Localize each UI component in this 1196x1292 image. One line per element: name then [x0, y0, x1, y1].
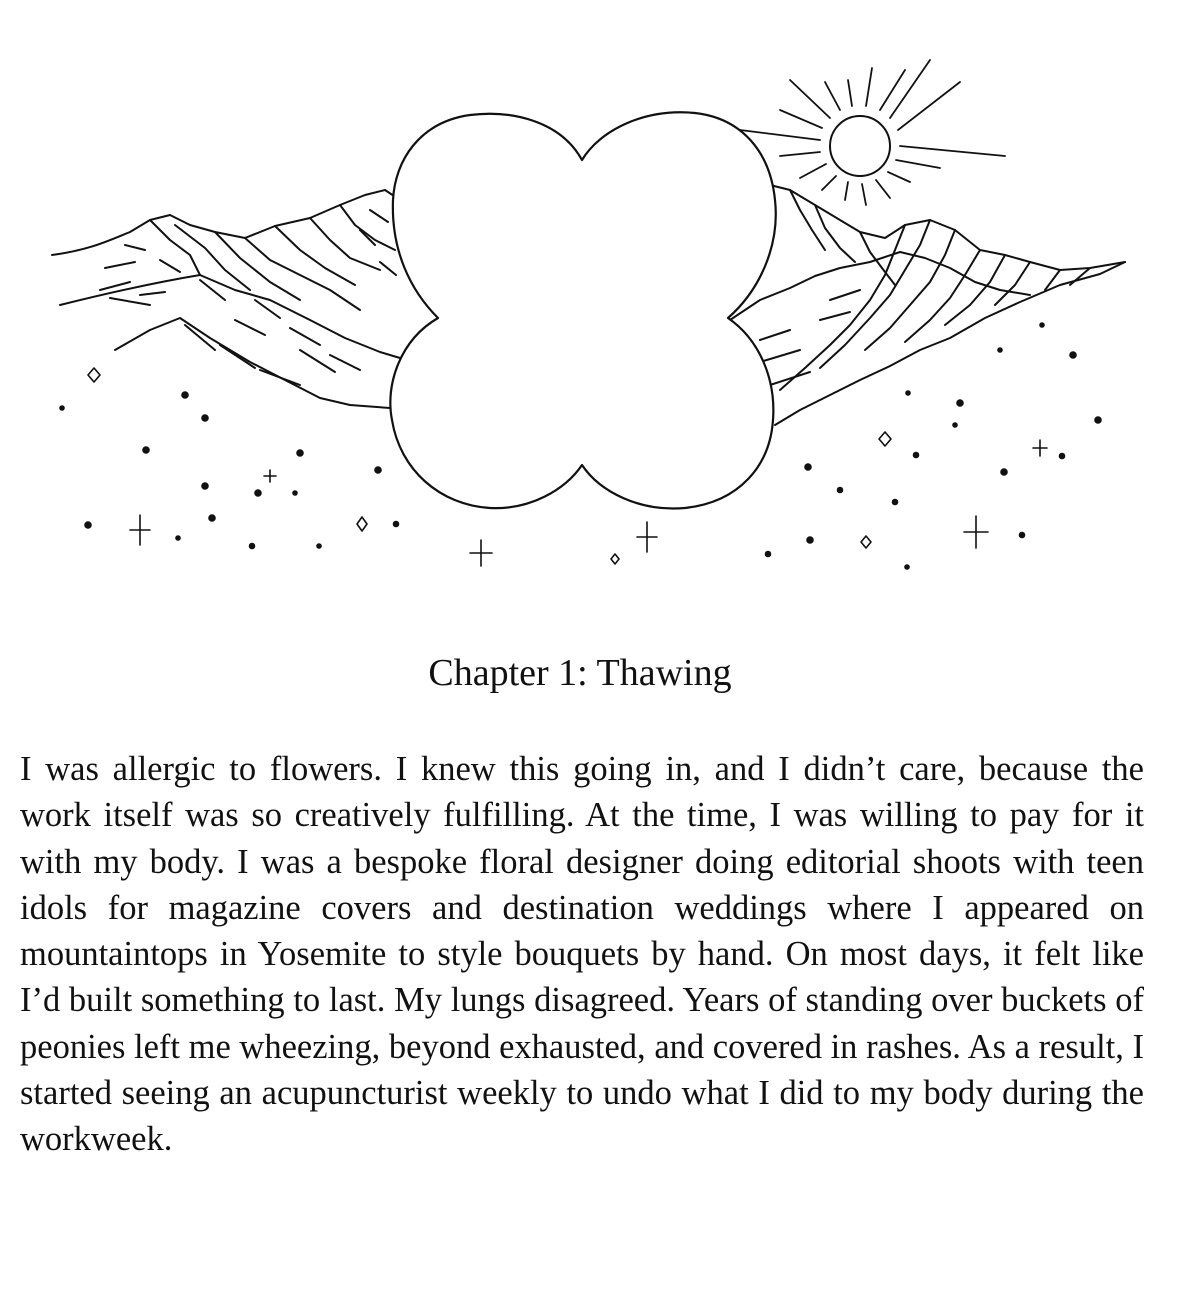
four-petal-flower-frame-icon: [390, 112, 775, 508]
sun-icon: [740, 60, 1005, 205]
chapter-header-illustration: [40, 50, 1140, 590]
mountains-icon: [730, 185, 1125, 425]
body-paragraph: I was allergic to flowers. I knew this going in, and I didn’t care, because the work itself was so creatively fulfilling. At the time, I was willing to pay for it with my body. I was a bespoke floral designer doing editorial shoots with teen idols for magazine covers and destination weddings where I appeared on mountaintops in Yosemite to style bouquets by hand. On most days, it felt like I’d built something to last. My lungs disagreed. Years of standing over buckets of peonies left me wheezing, beyond exhausted, and covered in rashes. As a result, I started seeing an acupuncturist weekly to undo what I did to my body during the workweek.: [20, 750, 1144, 1159]
mountains-icon: [52, 190, 400, 408]
chapter-title: Chapter 1: Thawing: [428, 652, 732, 694]
